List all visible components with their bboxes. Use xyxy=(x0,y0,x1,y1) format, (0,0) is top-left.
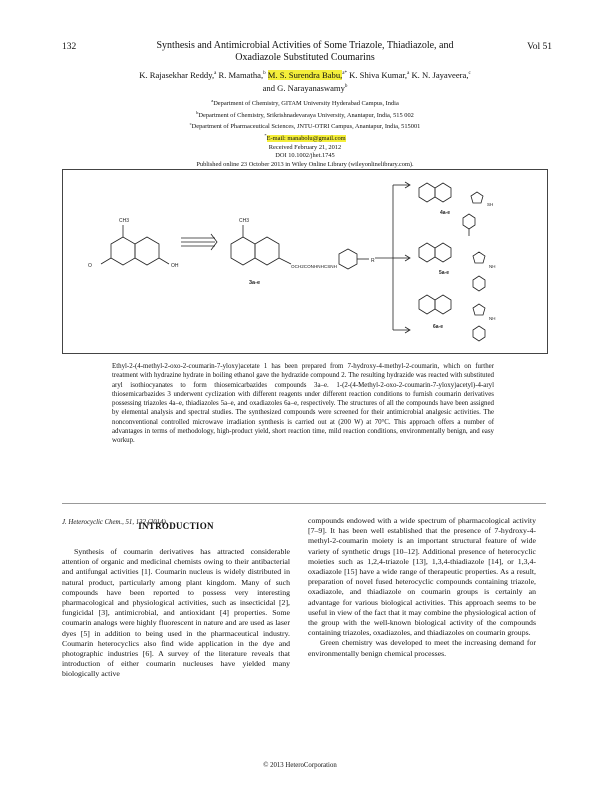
title-line-1: Synthesis and Antimicrobial Activities of Some Triazole, Thiadiazole, and xyxy=(156,40,454,51)
reaction-scheme-svg xyxy=(63,170,547,353)
section-divider xyxy=(62,503,546,504)
product-4-label: 4a-e xyxy=(440,210,451,216)
copyright-footer: © 2013 HeteroCorporation xyxy=(263,762,337,769)
author-2-sup: b xyxy=(263,71,266,76)
author-3-highlighted: M. S. Surendra Babu, xyxy=(267,69,343,80)
affiliation-a: Department of Chemistry, GITAM University Hyderabad Campus, India xyxy=(213,100,399,108)
product-5-label: 5a-e xyxy=(439,270,450,276)
received-date: Received February 21, 2012 xyxy=(268,143,342,151)
author-2: R. Mamatha, xyxy=(218,69,264,80)
author-5-sup: c xyxy=(468,71,471,76)
author-3-sup: a* xyxy=(342,71,348,76)
page-number: 132 xyxy=(62,42,77,52)
affiliation-b: Department of Chemistry, Srikrishnadevaraya University, Anantapur, India, 515 002 xyxy=(198,111,414,119)
affiliations: $^a$Department of Chemistry, GITAM University Hyderabad Campus, India $^b$Department of Chemistry, Srikrishnadevaraya University, Anantapur, India, 515 002 $^c$Department of Pharmaceutical Sciences, JNTU-OTRI Campus, Anantapur, India, 515001 *E-mail: manabolu@gmail.com Received February 21, 2012 DOI 10.1002/jhet.1745 Published online 23 October 2013 in Wiley Online Library (wileyonlinelibrary.com). xyxy=(90,97,520,170)
journal-citation: J. Heterocyclic Chem., 51, 132 (2014). xyxy=(62,519,168,526)
volume-label: Vol 51 xyxy=(527,42,552,52)
intermediate-3 xyxy=(231,225,369,269)
abstract: Ethyl-2-(4-methyl-2-oxo-2-coumarin-7-yloxy)acetate 1 has been prepared from 7-hydroxy-4-methyl-2-coumarin, which on further treatment with hydrazine hydrate in boiling ethanol gave the hydrazide compound 2. The resulting hydrazide was reacted with substituted aryl isothiocyanates to form thiosemicarbazides compounds 3a–e. 1-(2-(4-Methyl-2-oxo-2-coumarin-7-yloxy)acetyl)-4-aryl thiosemicarbazides 3 underwent cyclization with different reagents under different reaction conditions to furnish coumarin derivatives possessing triazoles 4a–e, thiadiazoles 5a–e, and oxadiazoles 6a–e, respectively. The structures of all the compounds have been assigned by elemental analysis and spectral studies. The synthesized compounds were screened for their antimicrobial analgesic activities. The nonconventional controlled microwave irradiation synthesis is carried out at (200 W) at 70°C. This approach offers a number of advantages in terms of methodology, high-product yield, short reaction time, mild reaction conditions, environmentally benign, and easy workup. xyxy=(112,363,494,445)
intro-paragraph-2: compounds endowed with a wide spectrum of pharmacological activity [7–9]. It has been well established that the presence of 7-hydroxy-4-methyl-2-coumarin moiety is an important structural feature of wide variety of synthetic drugs [10–12]. Additional presence of heterocyclic moieties such as 1,2,4-triazole [13], 1,3,4-thiadiazole [14], or 1,3,4-oxadiazole [15] have a wide range of therapeutic properties. As a result, preparation of novel fused heterocyclic compounds containing triazole, oxadiazole, and thiadiazole on coumarin groups is certainly an advantage for various biological activities. This approach seems to be useful in view of the fact that it may combine the physiological action of the group with the well-known biological activity of the compounds containing triazoles, oxadiazoles, and thiadiazoles on coumarin groups. xyxy=(308,516,536,638)
author-1-sup: a xyxy=(214,71,217,76)
oh-label: OH xyxy=(171,263,179,269)
body-column-right xyxy=(308,516,536,659)
nh-label-5: NH xyxy=(489,264,496,269)
affiliation-c: Department of Pharmaceutical Sciences, JNTU-OTRI Campus, Anantapur, India, 515001 xyxy=(191,123,421,131)
reaction-arrows xyxy=(181,234,217,250)
starting-coumarin xyxy=(101,225,169,265)
email-link[interactable]: E-mail: manabolu@gmail.com xyxy=(266,135,346,143)
me-label-1: CH3 xyxy=(119,218,130,224)
author-6: and G. Narayanaswamy xyxy=(262,82,345,93)
body-column-left xyxy=(62,547,290,680)
article-title xyxy=(110,40,500,64)
product-6-structure xyxy=(419,295,485,341)
branch-arrows xyxy=(375,182,410,333)
svg-text:NH: NH xyxy=(489,316,496,321)
linker-label: OCH2CONHNHCSNH xyxy=(291,264,337,269)
svg-text:O: O xyxy=(88,263,92,269)
author-5: K. N. Jayaveera, xyxy=(411,69,469,80)
author-6-sup: b xyxy=(344,83,348,89)
author-1: K. Rajasekhar Reddy, xyxy=(139,69,215,80)
title-line-2: Oxadiazole Substituted Coumarins xyxy=(235,52,375,63)
published-online: Published online 23 October 2013 in Wiley Online Library (wileyonlinelibrary.com). xyxy=(196,161,414,169)
doi[interactable]: DOI 10.1002/jhet.1745 xyxy=(275,152,335,160)
author-list xyxy=(90,68,520,94)
sh-label: SH xyxy=(487,202,494,207)
intro-paragraph-1: Synthesis of coumarin derivatives has attracted considerable attention of organic and medicinal chemists owing to their antibacterial and antifungal activities [1]. Coumarin nucleus is widely distributed in natural product, particularly among plant kingdom. Many of such compounds have been reported to possess very interesting pharmacological and physiological activities, such as insecticidal [2], fungicidal [3], antimicrobial, and antioxidant [4] properties. Some coumarin analogs were highly fluorescent in nature and are used as laser dyes [5] in addition to being used in the pharmaceutical industry. Coumarin heterocyclics also find wide application in the dye and photographic industries [6]. A survey of the literature reveals that introduction of either coumarin nucleuses have yielded many biologically active xyxy=(62,547,290,679)
svg-text:R: R xyxy=(371,258,375,264)
author-4-sup: a xyxy=(407,71,410,76)
reaction-scheme-figure xyxy=(62,169,548,354)
compound-3-label: 3a-e xyxy=(249,280,261,286)
author-4: K. Shiva Kumar, xyxy=(349,69,408,80)
product-6-label: 6a-e xyxy=(433,324,444,330)
svg-text:CH3: CH3 xyxy=(239,218,250,224)
product-5-structure xyxy=(419,243,485,291)
product-4-structure xyxy=(419,183,483,236)
introduction-heading: INTRODUCTION xyxy=(138,521,214,531)
intro-paragraph-3: Green chemistry was developed to meet the increasing demand for environmentally benign chemical processes. xyxy=(308,638,536,658)
